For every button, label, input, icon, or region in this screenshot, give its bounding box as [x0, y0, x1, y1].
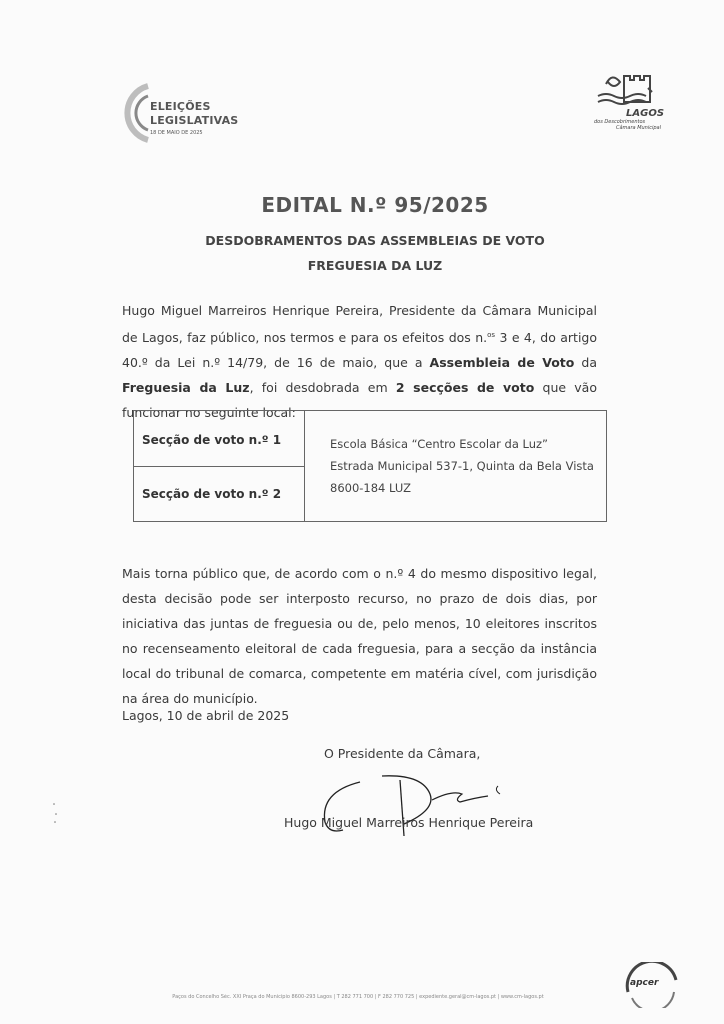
lagos-logo [592, 70, 672, 134]
intro-bold-sections: 2 secções de voto [395, 380, 535, 396]
signer-title: O Presidente da Câmara, [324, 746, 481, 761]
lagos-logo-name: LAGOS [626, 108, 665, 119]
intro-bold-parish: Freguesia da Luz [122, 380, 250, 396]
table-column-divider [304, 411, 305, 521]
intro-superscript: os [487, 331, 496, 339]
elections-arc-icon [112, 82, 152, 144]
elections-logo [112, 76, 252, 146]
margin-marks [50, 800, 62, 830]
document-subtitle-2: FREGUESIA DA LUZ [307, 258, 443, 273]
lagos-logo-entity: Câmara Municipal [616, 125, 662, 131]
voting-sections-table [133, 410, 607, 522]
elections-logo-line1: ELEIÇÕES [150, 100, 211, 113]
document-subtitle-1: DESDOBRAMENTOS DAS ASSEMBLEIAS DE VOTO [205, 233, 545, 248]
lagos-emblem-icon [596, 70, 666, 110]
footer-address: Paços do Concelho Séc. XXI Praça do Município 8600-293 Lagos | T 282 771 700 | F 282 770 725 | expediente.geral@cm-lagos.pt | www.cm-lagos.pt [172, 994, 544, 1000]
document-title: EDITAL N.º 95/2025 [261, 193, 489, 217]
signer-name: Hugo Miguel Marreiros Henrique Pereira [284, 815, 534, 830]
table-row-divider [134, 466, 304, 467]
intro-text-5: que vão funcionar no seguinte local: [122, 380, 597, 421]
section-1-label: Secção de voto n.º 1 [142, 433, 282, 447]
location-line-2: Estrada Municipal 537-1, Quinta da Bela Vista [330, 459, 594, 473]
intro-text-2: 3 e 4, do artigo 40.º da Lei n.º 14/79, de 16 de maio, que a [122, 330, 597, 371]
location-line-3: 8600-184 LUZ [330, 481, 411, 495]
closing-paragraph: Mais torna público que, de acordo com o n.º 4 do mesmo dispositivo legal, desta decisão pode ser interposto recurso, no prazo de dois dias, por iniciativa das juntas de freguesia ou de, pelo menos, 10 eleitores inscritos no recenseamento eleitoral de cada freguesia, para a secção da instância local do tribunal de comarca, competente em matéria cível, com jurisdição na área do município. [122, 566, 597, 706]
intro-paragraph [122, 298, 597, 425]
intro-text-1: Hugo Miguel Marreiros Henrique Pereira, Presidente da Câmara Municipal de Lagos, faz público, nos termos e para os efeitos dos n. [122, 303, 597, 346]
section-2-label: Secção de voto n.º 2 [142, 487, 282, 501]
lagos-logo-tagline: dos Descobrimentos [594, 119, 646, 125]
elections-logo-date: 18 DE MAIO DE 2025 [150, 130, 203, 136]
place-date: Lagos, 10 de abril de 2025 [122, 708, 290, 723]
intro-text-3: da [574, 355, 597, 371]
apcer-label: apcer [630, 978, 659, 988]
intro-text-4: , foi desdobrada em [249, 380, 396, 396]
elections-logo-line2: LEGISLATIVAS [150, 114, 239, 127]
intro-bold-assembly: Assembleia de Voto [429, 355, 575, 371]
location-line-1: Escola Básica “Centro Escolar da Luz” [330, 437, 549, 451]
